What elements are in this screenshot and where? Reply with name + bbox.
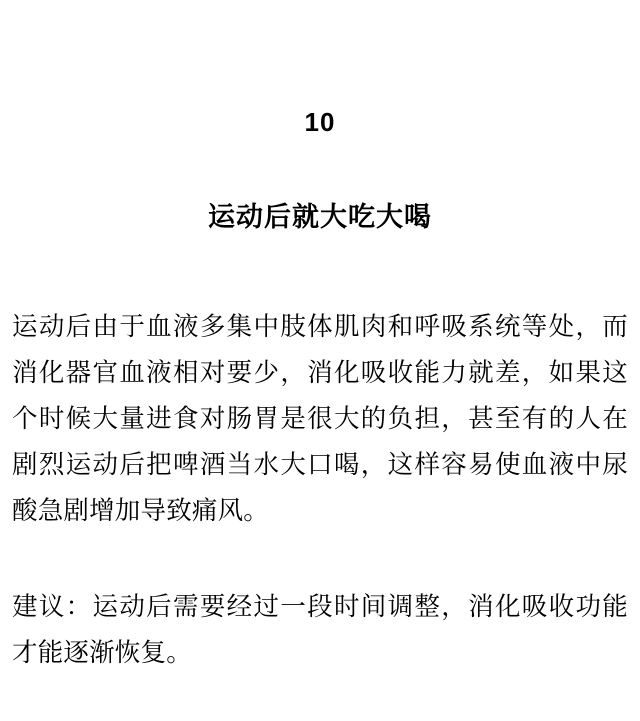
paragraph-explanation: 运动后由于血液多集中肢体肌肉和呼吸系统等处，而消化器官血液相对要少，消化吸收能力就差，如果这个时候大量进食对肠胃是很大的负担，甚至有的人在剧烈运动后把啤酒当水大口喝，这样容易使血液中尿酸急剧增加导致痛风。 [12,312,628,525]
paragraph-advice: 建议：运动后需要经过一段时间调整，消化吸收功能才能逐渐恢复。 [12,592,628,667]
body-content [0,304,640,676]
page-title: 运动后就大吃大喝 [208,201,432,232]
section-number: 10 [304,107,336,137]
